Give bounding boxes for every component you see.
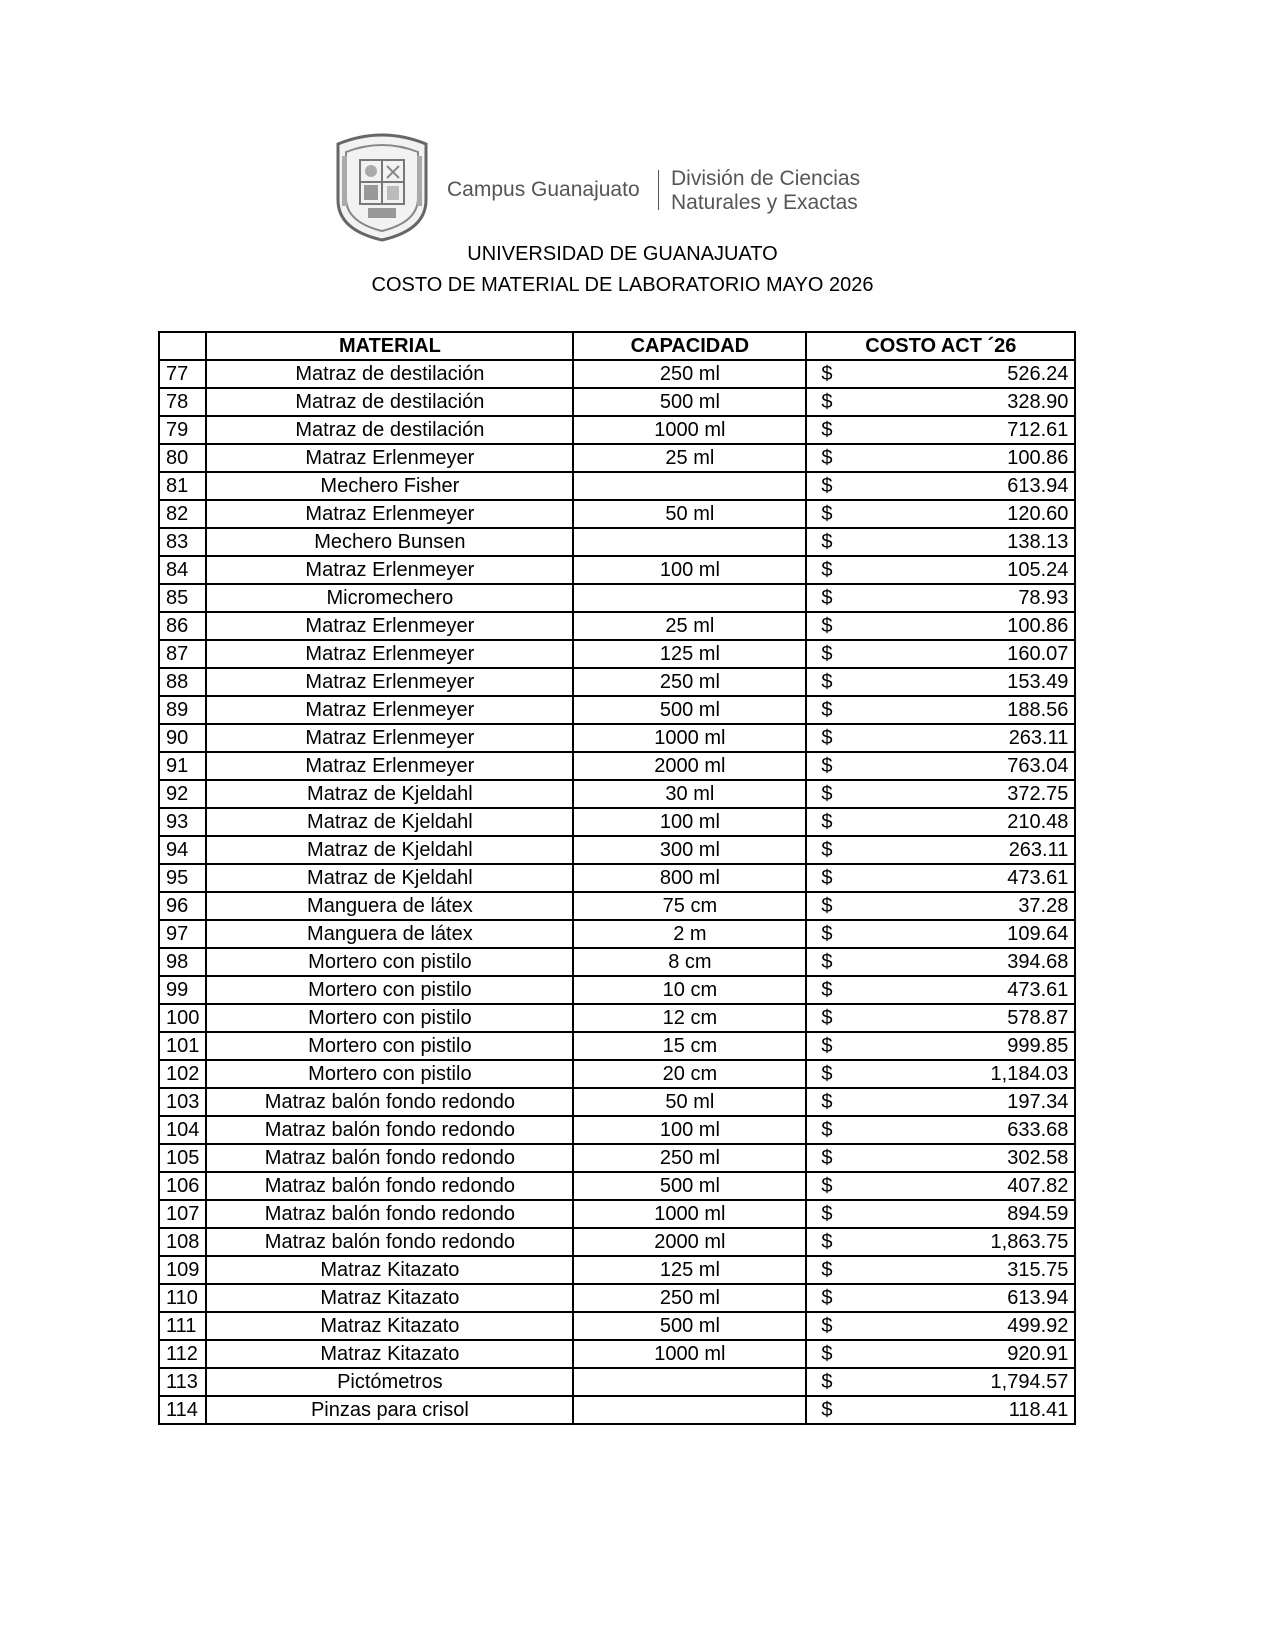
column-header-material: MATERIAL	[206, 332, 573, 360]
row-number: 84	[159, 556, 206, 584]
row-number: 80	[159, 444, 206, 472]
material-cell: Matraz Erlenmeyer	[206, 444, 573, 472]
brand-divider	[658, 170, 659, 210]
cost-cell	[806, 780, 1075, 808]
cost-value: 526.24	[1007, 363, 1069, 385]
currency-symbol: $	[821, 1091, 833, 1113]
material-cell: Matraz de Kjeldahl	[206, 864, 573, 892]
cost-cell	[806, 696, 1075, 724]
currency-symbol: $	[821, 1063, 833, 1085]
currency-symbol: $	[821, 363, 833, 385]
material-cell: Mechero Fisher	[206, 472, 573, 500]
row-number: 82	[159, 500, 206, 528]
material-cell: Matraz Erlenmeyer	[206, 556, 573, 584]
row-number: 81	[159, 472, 206, 500]
table-row	[159, 864, 1075, 892]
capacity-cell: 1000 ml	[573, 416, 806, 444]
capacity-cell: 250 ml	[573, 1144, 806, 1172]
cost-value: 100.86	[1007, 447, 1069, 469]
cost-cell	[806, 808, 1075, 836]
capacity-cell: 100 ml	[573, 1116, 806, 1144]
table-row	[159, 836, 1075, 864]
material-cell: Mortero con pistilo	[206, 1032, 573, 1060]
material-cell: Matraz Erlenmeyer	[206, 612, 573, 640]
cost-value: 407.82	[1007, 1175, 1069, 1197]
capacity-cell: 2 m	[573, 920, 806, 948]
cost-cell	[806, 1396, 1075, 1424]
table-body	[159, 360, 1075, 1424]
cost-value: 37.28	[1018, 895, 1069, 917]
row-number: 98	[159, 948, 206, 976]
cost-value: 109.64	[1007, 923, 1069, 945]
currency-symbol: $	[821, 391, 833, 413]
material-cell: Matraz balón fondo redondo	[206, 1116, 573, 1144]
cost-value: 372.75	[1007, 783, 1069, 805]
material-cell: Matraz de Kjeldahl	[206, 836, 573, 864]
material-cell: Matraz de Kjeldahl	[206, 808, 573, 836]
cost-cell	[806, 360, 1075, 388]
cost-cell	[806, 752, 1075, 780]
table-row	[159, 808, 1075, 836]
capacity-cell: 25 ml	[573, 612, 806, 640]
table-row	[159, 668, 1075, 696]
cost-value: 894.59	[1007, 1203, 1069, 1225]
table-row	[159, 640, 1075, 668]
material-cell: Matraz de destilación	[206, 388, 573, 416]
currency-symbol: $	[821, 1007, 833, 1029]
material-cell: Matraz Kitazato	[206, 1284, 573, 1312]
currency-symbol: $	[821, 671, 833, 693]
table-row	[159, 1004, 1075, 1032]
material-cell: Mortero con pistilo	[206, 1060, 573, 1088]
cost-cell	[806, 1312, 1075, 1340]
row-number: 77	[159, 360, 206, 388]
capacity-cell: 300 ml	[573, 836, 806, 864]
currency-symbol: $	[821, 867, 833, 889]
material-cell: Matraz de Kjeldahl	[206, 780, 573, 808]
row-number: 79	[159, 416, 206, 444]
cost-value: 613.94	[1007, 1287, 1069, 1309]
cost-value: 315.75	[1007, 1259, 1069, 1281]
row-number: 85	[159, 584, 206, 612]
document-title: UNIVERSIDAD DE GUANAJUATO	[467, 243, 778, 265]
cost-cell	[806, 864, 1075, 892]
cost-cell	[806, 1116, 1075, 1144]
row-number: 101	[159, 1032, 206, 1060]
currency-symbol: $	[821, 587, 833, 609]
material-cell: Matraz balón fondo redondo	[206, 1228, 573, 1256]
table-row	[159, 1312, 1075, 1340]
cost-value: 188.56	[1007, 699, 1069, 721]
row-number: 93	[159, 808, 206, 836]
cost-cell	[806, 892, 1075, 920]
cost-cell	[806, 388, 1075, 416]
cost-cell	[806, 1144, 1075, 1172]
table-row	[159, 1088, 1075, 1116]
currency-symbol: $	[821, 643, 833, 665]
cost-value: 763.04	[1007, 755, 1069, 777]
material-cell: Mechero Bunsen	[206, 528, 573, 556]
table-row	[159, 1228, 1075, 1256]
table-row	[159, 1032, 1075, 1060]
university-seal-icon	[330, 130, 434, 242]
table-row	[159, 976, 1075, 1004]
table-row	[159, 360, 1075, 388]
material-cell: Mortero con pistilo	[206, 1004, 573, 1032]
capacity-cell: 15 cm	[573, 1032, 806, 1060]
row-number: 107	[159, 1200, 206, 1228]
cost-table	[158, 331, 1076, 1425]
cost-cell	[806, 1088, 1075, 1116]
currency-symbol: $	[821, 1399, 833, 1421]
material-cell: Matraz Erlenmeyer	[206, 668, 573, 696]
capacity-cell: 250 ml	[573, 1284, 806, 1312]
table-row	[159, 528, 1075, 556]
row-number: 86	[159, 612, 206, 640]
material-cell: Manguera de látex	[206, 892, 573, 920]
cost-value: 712.61	[1007, 419, 1069, 441]
capacity-cell: 100 ml	[573, 556, 806, 584]
row-number: 105	[159, 1144, 206, 1172]
cost-cell	[806, 416, 1075, 444]
capacity-cell: 50 ml	[573, 1088, 806, 1116]
material-cell: Mortero con pistilo	[206, 948, 573, 976]
column-header-capacity: CAPACIDAD	[573, 332, 806, 360]
material-cell: Matraz Erlenmeyer	[206, 724, 573, 752]
row-number: 92	[159, 780, 206, 808]
table-row	[159, 1144, 1075, 1172]
capacity-cell: 250 ml	[573, 360, 806, 388]
capacity-cell: 50 ml	[573, 500, 806, 528]
row-number: 114	[159, 1396, 206, 1424]
currency-symbol: $	[821, 1231, 833, 1253]
cost-cell	[806, 1004, 1075, 1032]
material-cell: Pictómetros	[206, 1368, 573, 1396]
row-number: 113	[159, 1368, 206, 1396]
currency-symbol: $	[821, 783, 833, 805]
currency-symbol: $	[821, 1371, 833, 1393]
cost-value: 197.34	[1007, 1091, 1069, 1113]
material-cell: Micromechero	[206, 584, 573, 612]
table-row	[159, 780, 1075, 808]
capacity-cell: 1000 ml	[573, 1340, 806, 1368]
row-number: 109	[159, 1256, 206, 1284]
cost-cell	[806, 444, 1075, 472]
material-cell: Matraz Erlenmeyer	[206, 500, 573, 528]
cost-value: 160.07	[1007, 643, 1069, 665]
material-cell: Matraz balón fondo redondo	[206, 1200, 573, 1228]
cost-cell	[806, 1256, 1075, 1284]
capacity-cell	[573, 1396, 806, 1424]
table-row	[159, 584, 1075, 612]
cost-cell	[806, 1200, 1075, 1228]
capacity-cell: 20 cm	[573, 1060, 806, 1088]
cost-value: 473.61	[1007, 979, 1069, 1001]
cost-cell	[806, 584, 1075, 612]
currency-symbol: $	[821, 615, 833, 637]
material-cell: Matraz balón fondo redondo	[206, 1144, 573, 1172]
table-row	[159, 612, 1075, 640]
table-row	[159, 1368, 1075, 1396]
capacity-cell: 2000 ml	[573, 1228, 806, 1256]
material-cell: Matraz de destilación	[206, 360, 573, 388]
material-cell: Matraz balón fondo redondo	[206, 1088, 573, 1116]
table-row	[159, 1172, 1075, 1200]
table-row	[159, 948, 1075, 976]
material-cell: Matraz balón fondo redondo	[206, 1172, 573, 1200]
capacity-cell	[573, 528, 806, 556]
currency-symbol: $	[821, 1175, 833, 1197]
table-row	[159, 1340, 1075, 1368]
cost-value: 263.11	[1008, 839, 1069, 861]
row-number: 112	[159, 1340, 206, 1368]
cost-value: 1,184.03	[990, 1063, 1069, 1085]
capacity-cell: 10 cm	[573, 976, 806, 1004]
capacity-cell: 25 ml	[573, 444, 806, 472]
table-row	[159, 1200, 1075, 1228]
cost-cell	[806, 1060, 1075, 1088]
row-number: 103	[159, 1088, 206, 1116]
row-number: 89	[159, 696, 206, 724]
cost-value: 613.94	[1007, 475, 1069, 497]
capacity-cell	[573, 1368, 806, 1396]
document-subtitle: COSTO DE MATERIAL DE LABORATORIO MAYO 2026	[371, 274, 874, 296]
column-header-cost: COSTO ACT ´26	[806, 332, 1075, 360]
cost-cell	[806, 528, 1075, 556]
table-header-row	[159, 332, 1075, 360]
material-cell: Matraz Erlenmeyer	[206, 696, 573, 724]
cost-cell	[806, 724, 1075, 752]
material-cell: Matraz de destilación	[206, 416, 573, 444]
row-number: 83	[159, 528, 206, 556]
table-row	[159, 500, 1075, 528]
currency-symbol: $	[821, 727, 833, 749]
column-header-number	[159, 332, 206, 360]
currency-symbol: $	[821, 1035, 833, 1057]
cost-cell	[806, 640, 1075, 668]
cost-value: 100.86	[1007, 615, 1069, 637]
material-cell: Manguera de látex	[206, 920, 573, 948]
cost-value: 105.24	[1007, 559, 1069, 581]
cost-cell	[806, 976, 1075, 1004]
row-number: 110	[159, 1284, 206, 1312]
cost-value: 120.60	[1007, 503, 1069, 525]
row-number: 102	[159, 1060, 206, 1088]
table-row	[159, 1284, 1075, 1312]
division-line-1: División de Ciencias	[671, 167, 861, 190]
row-number: 94	[159, 836, 206, 864]
row-number: 78	[159, 388, 206, 416]
currency-symbol: $	[821, 895, 833, 917]
currency-symbol: $	[821, 1119, 833, 1141]
material-cell: Matraz Erlenmeyer	[206, 640, 573, 668]
cost-cell	[806, 1172, 1075, 1200]
capacity-cell: 1000 ml	[573, 724, 806, 752]
currency-symbol: $	[821, 447, 833, 469]
row-number: 88	[159, 668, 206, 696]
cost-value: 328.90	[1007, 391, 1069, 413]
cost-value: 263.11	[1008, 727, 1069, 749]
capacity-cell: 12 cm	[573, 1004, 806, 1032]
cost-value: 473.61	[1007, 867, 1069, 889]
currency-symbol: $	[821, 419, 833, 441]
table-row	[159, 1396, 1075, 1424]
cost-value: 210.48	[1007, 811, 1069, 833]
currency-symbol: $	[821, 839, 833, 861]
cost-cell	[806, 500, 1075, 528]
capacity-cell: 500 ml	[573, 1172, 806, 1200]
cost-cell	[806, 668, 1075, 696]
capacity-cell: 2000 ml	[573, 752, 806, 780]
capacity-cell: 800 ml	[573, 864, 806, 892]
cost-value: 1,794.57	[990, 1371, 1069, 1393]
cost-cell	[806, 1368, 1075, 1396]
cost-value: 394.68	[1007, 951, 1069, 973]
material-cell: Pinzas para crisol	[206, 1396, 573, 1424]
capacity-cell: 8 cm	[573, 948, 806, 976]
division-name	[671, 167, 860, 215]
currency-symbol: $	[821, 951, 833, 973]
currency-symbol: $	[821, 503, 833, 525]
capacity-cell	[573, 472, 806, 500]
capacity-cell: 30 ml	[573, 780, 806, 808]
cost-cell	[806, 836, 1075, 864]
currency-symbol: $	[821, 979, 833, 1001]
cost-value: 153.49	[1007, 671, 1069, 693]
currency-symbol: $	[821, 1315, 833, 1337]
cost-cell	[806, 612, 1075, 640]
campus-name: Campus Guanajuato	[447, 178, 640, 201]
material-cell: Matraz Erlenmeyer	[206, 752, 573, 780]
row-number: 87	[159, 640, 206, 668]
row-number: 91	[159, 752, 206, 780]
material-cell: Matraz Kitazato	[206, 1312, 573, 1340]
cost-value: 499.92	[1007, 1315, 1069, 1337]
currency-symbol: $	[821, 475, 833, 497]
row-number: 96	[159, 892, 206, 920]
currency-symbol: $	[821, 1147, 833, 1169]
row-number: 95	[159, 864, 206, 892]
capacity-cell	[573, 584, 806, 612]
capacity-cell: 1000 ml	[573, 1200, 806, 1228]
row-number: 106	[159, 1172, 206, 1200]
table-row	[159, 416, 1075, 444]
cost-cell	[806, 472, 1075, 500]
table-row	[159, 1060, 1075, 1088]
cost-cell	[806, 1228, 1075, 1256]
cost-value: 633.68	[1007, 1119, 1069, 1141]
cost-cell	[806, 1340, 1075, 1368]
row-number: 104	[159, 1116, 206, 1144]
currency-symbol: $	[821, 531, 833, 553]
cost-cell	[806, 1032, 1075, 1060]
cost-value: 302.58	[1007, 1147, 1069, 1169]
header-logo	[330, 130, 890, 245]
row-number: 108	[159, 1228, 206, 1256]
material-cell: Matraz Kitazato	[206, 1256, 573, 1284]
currency-symbol: $	[821, 1203, 833, 1225]
capacity-cell: 500 ml	[573, 1312, 806, 1340]
cost-value: 1,863.75	[990, 1231, 1069, 1253]
material-cell: Mortero con pistilo	[206, 976, 573, 1004]
row-number: 111	[159, 1312, 206, 1340]
cost-value: 138.13	[1007, 531, 1069, 553]
currency-symbol: $	[821, 1259, 833, 1281]
cost-value: 999.85	[1007, 1035, 1069, 1057]
capacity-cell: 500 ml	[573, 696, 806, 724]
row-number: 100	[159, 1004, 206, 1032]
capacity-cell: 500 ml	[573, 388, 806, 416]
table-row	[159, 1116, 1075, 1144]
row-number: 97	[159, 920, 206, 948]
table-row	[159, 444, 1075, 472]
table-row	[159, 724, 1075, 752]
currency-symbol: $	[821, 811, 833, 833]
table-row	[159, 1256, 1075, 1284]
cost-value: 920.91	[1007, 1343, 1069, 1365]
currency-symbol: $	[821, 559, 833, 581]
capacity-cell: 125 ml	[573, 1256, 806, 1284]
currency-symbol: $	[821, 1343, 833, 1365]
cost-value: 78.93	[1018, 587, 1069, 609]
cost-value: 578.87	[1007, 1007, 1069, 1029]
capacity-cell: 125 ml	[573, 640, 806, 668]
cost-cell	[806, 1284, 1075, 1312]
cost-cell	[806, 556, 1075, 584]
material-cell: Matraz Kitazato	[206, 1340, 573, 1368]
table-row	[159, 752, 1075, 780]
table-row	[159, 920, 1075, 948]
division-line-2: Naturales y Exactas	[671, 191, 858, 214]
cost-cell	[806, 920, 1075, 948]
currency-symbol: $	[821, 923, 833, 945]
table-row	[159, 892, 1075, 920]
table-row	[159, 696, 1075, 724]
table-row	[159, 472, 1075, 500]
capacity-cell: 75 cm	[573, 892, 806, 920]
table-row	[159, 556, 1075, 584]
row-number: 99	[159, 976, 206, 1004]
capacity-cell: 250 ml	[573, 668, 806, 696]
capacity-cell: 100 ml	[573, 808, 806, 836]
cost-cell	[806, 948, 1075, 976]
currency-symbol: $	[821, 1287, 833, 1309]
cost-value: 118.41	[1008, 1399, 1069, 1421]
currency-symbol: $	[821, 755, 833, 777]
currency-symbol: $	[821, 699, 833, 721]
row-number: 90	[159, 724, 206, 752]
table-row	[159, 388, 1075, 416]
